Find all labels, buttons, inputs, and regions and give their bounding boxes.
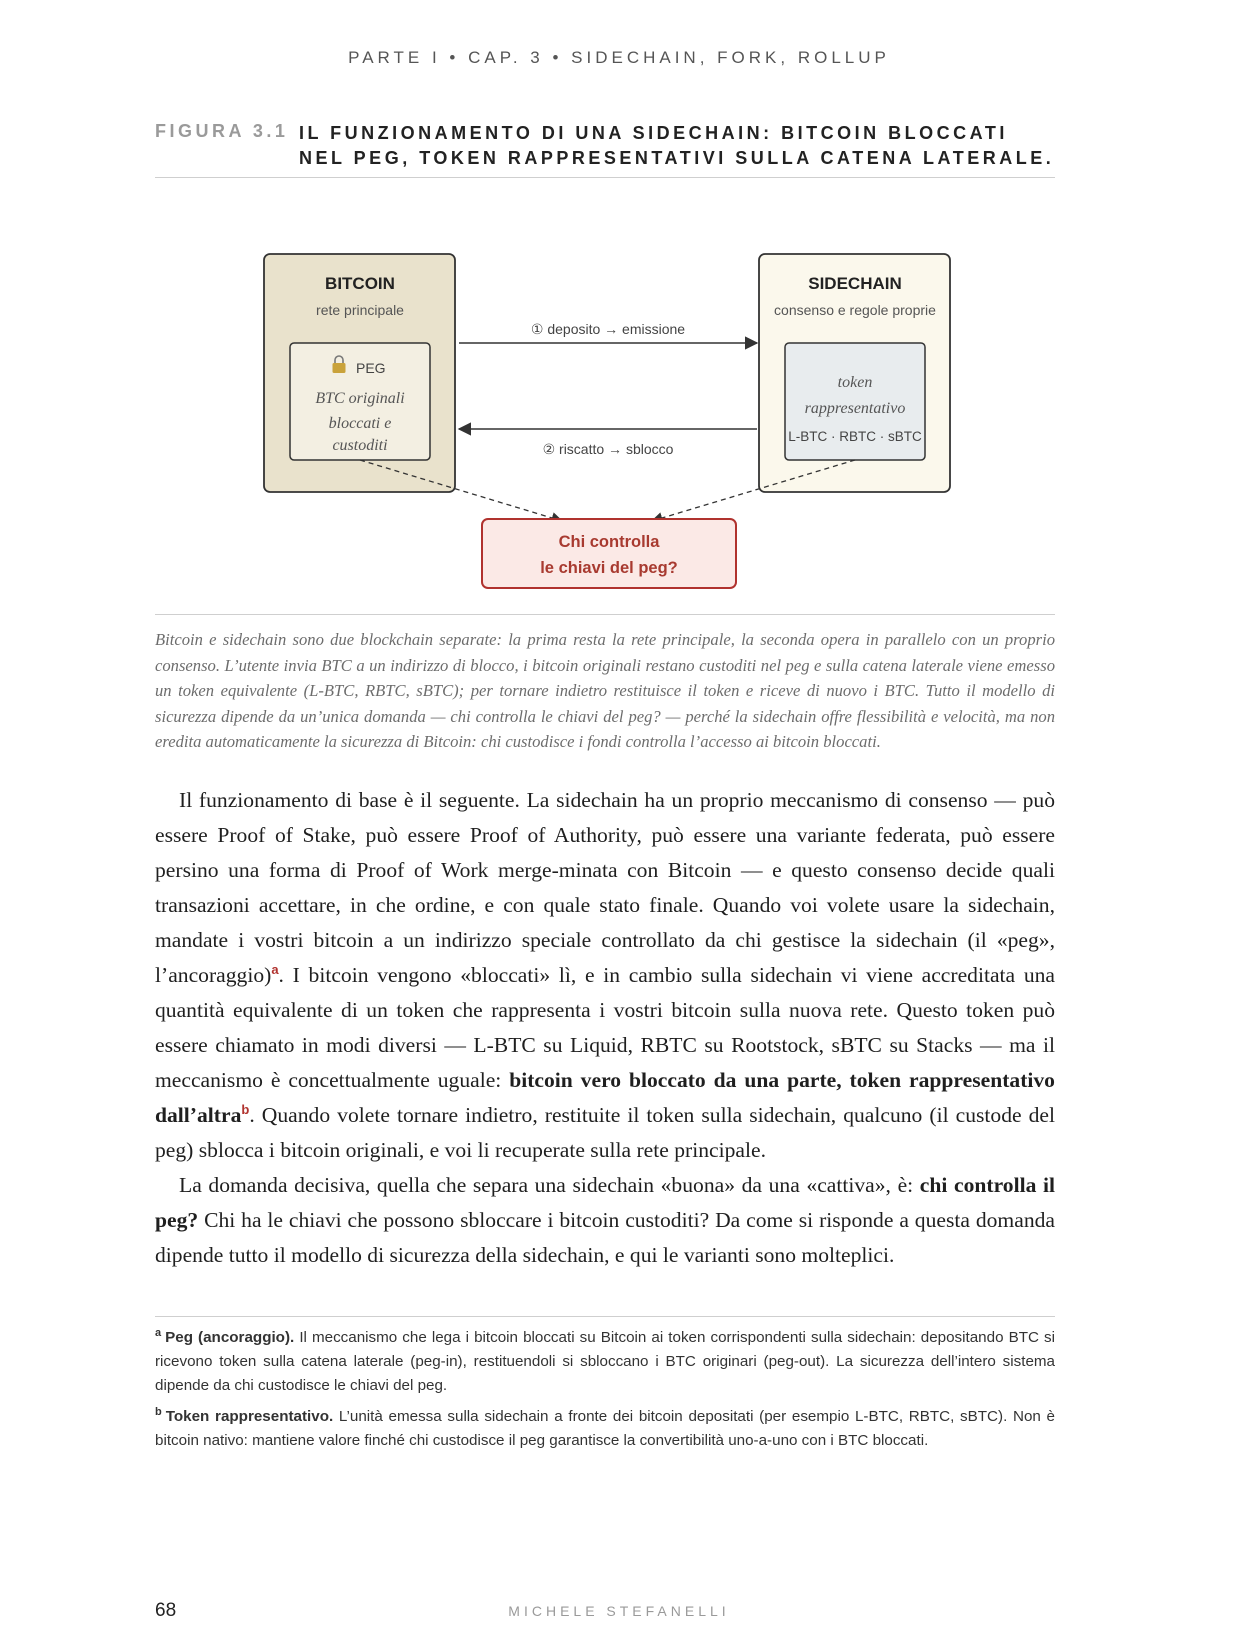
peg-label: PEG	[356, 360, 386, 376]
token-text-line-2: rappresentativo	[804, 400, 906, 417]
footnote-a-text: Il meccanismo che lega i bitcoin bloccati su Bitcoin ai token corrispondenti sulla sidechain: depositando BTC si ricevono token sulla catena laterale (peg-in), restituendoli si sbloccano i BTC originari (peg-out). La sicurezza dell’intero sistema dipende da chi custodisce le chiavi del peg.	[155, 1329, 1056, 1394]
footnote-b	[155, 1405, 1055, 1453]
question-line-2: le chiavi del peg?	[540, 559, 678, 577]
figure-number: FIGURA 3.1	[155, 121, 289, 141]
running-footer-author: MICHELE STEFANELLI	[508, 1603, 730, 1619]
paragraph-1-part-c: . Quando volete tornare indietro, restituite il token sulla sidechain, qualcuno (il custode del peg) sblocca i bitcoin originali, e voi li recuperate sulla rete principale.	[155, 1103, 1055, 1162]
footnote-ref-b[interactable]: b	[241, 1101, 250, 1117]
paragraph-1-bold: bitcoin vero bloccato da una parte, token rappresentativo dall’altra	[155, 1068, 1055, 1127]
footnotes-rule	[155, 1316, 1055, 1317]
redeem-arrow-label: ② riscatto → sblocco	[542, 441, 674, 457]
figure-top-rule	[155, 177, 1055, 178]
peg-text-line-3: custoditi	[332, 437, 388, 454]
sidechain-diagram	[0, 230, 1238, 600]
running-header: PARTE I • CAP. 3 • SIDECHAIN, FORK, ROLLUP	[348, 48, 890, 67]
footnote-ref-a[interactable]: a	[271, 961, 279, 977]
footnote-b-term: Token rappresentativo.	[165, 1408, 334, 1425]
footnote-a	[155, 1326, 1055, 1398]
figure-title: IL FUNZIONAMENTO DI UNA SIDECHAIN: BITCOIN BLOCCATI NEL PEG, TOKEN RAPPRESENTATIVI SULLA CATENA LATERALE.	[299, 123, 1055, 168]
question-box	[482, 519, 736, 588]
peg-text-line-1: BTC originali	[315, 390, 405, 407]
bitcoin-title: BITCOIN	[325, 274, 395, 293]
footnote-b-text: L’unità emessa sulla sidechain a fronte dei bitcoin depositati (per esempio L-BTC, RBTC, sBTC). Non è bitcoin nativo: mantiene valore finché chi custodisce il peg garantisce la convertibilità uno-a-uno con i BTC bloccati.	[155, 1408, 1055, 1449]
sidechain-subtitle: consenso e regole proprie	[774, 302, 936, 318]
paragraph-1-part-a: Il funzionamento di base è il seguente. La sidechain ha un proprio meccanismo di consenso — può essere Proof of Stake, può essere Proof of Authority, può essere una variante federata, può essere persino una forma di Proof of Work merge-minata con Bitcoin — e questo consenso decide quali transazioni accettare, in che ordine, e con quale stato finale. Quando voi volete usare la sidechain, mandate i vostri bitcoin a un indirizzo speciale controllato da chi gestisce la sidechain (il «peg», l’ancoraggio)	[155, 788, 1055, 987]
peg-text-line-2: bloccati e	[328, 415, 392, 432]
sidechain-title: SIDECHAIN	[808, 274, 902, 293]
figure-description: Bitcoin e sidechain sono due blockchain separate: la prima resta la rete principale, la seconda opera in parallelo con un proprio consenso. L’utente invia BTC a un indirizzo di blocco, i bitcoin originali restano custoditi nel peg e sulla catena laterale viene emesso un token equivalente (L-BTC, RBTC, sBTC); per tornare indietro restituisce il token e riceve di nuovo i BTC. Tutto il modello di sicurezza dipende da un’unica domanda — chi controlla le chiavi del peg? — perché la sidechain offre flessibilità e velocità, ma non eredita automaticamente la sicurezza di Bitcoin: chi custodisce i fondi controlla l’accesso ai bitcoin bloccati.	[155, 630, 1055, 751]
question-line-1: Chi controlla	[558, 533, 660, 551]
figure-bottom-rule	[155, 614, 1055, 615]
footnote-a-marker: a	[155, 1326, 162, 1339]
footnotes	[155, 1326, 1055, 1460]
paragraph-2-bold: chi controlla il peg?	[155, 1173, 1055, 1232]
deposit-arrow-label: ① deposito → emissione	[530, 321, 686, 337]
footnote-a-term: Peg (ancoraggio).	[165, 1329, 295, 1346]
paragraph-2-part-a: La domanda decisiva, quella che separa una sidechain «buona» da una «cattiva», è:	[179, 1173, 920, 1197]
token-examples: L-BTC · RBTC · sBTC	[788, 429, 922, 444]
paragraph-1-part-b: . I bitcoin vengono «bloccati» lì, e in cambio sulla sidechain vi viene accreditata una quantità equivalente di un token che rappresenta i vostri bitcoin sulla nuova rete. Questo token può essere chiamato in modi diversi — L-BTC su Liquid, RBTC su Rootstock, sBTC su Stacks — ma il meccanismo è concettualmente uguale:	[155, 963, 1055, 1092]
paragraph-1	[155, 783, 1055, 1168]
paragraph-2-part-b: Chi ha le chiavi che possono sbloccare i bitcoin custoditi? Da come si risponde a questa domanda dipende tutto il modello di sicurezza della sidechain, e qui le varianti sono molteplici.	[155, 1208, 1055, 1267]
page-number: 68	[155, 1600, 177, 1621]
paragraph-2	[155, 1168, 1055, 1273]
token-text-line-1: token	[837, 374, 873, 391]
bitcoin-subtitle: rete principale	[316, 302, 404, 318]
body-text	[155, 783, 1055, 1273]
footnote-b-marker: b	[155, 1405, 162, 1418]
